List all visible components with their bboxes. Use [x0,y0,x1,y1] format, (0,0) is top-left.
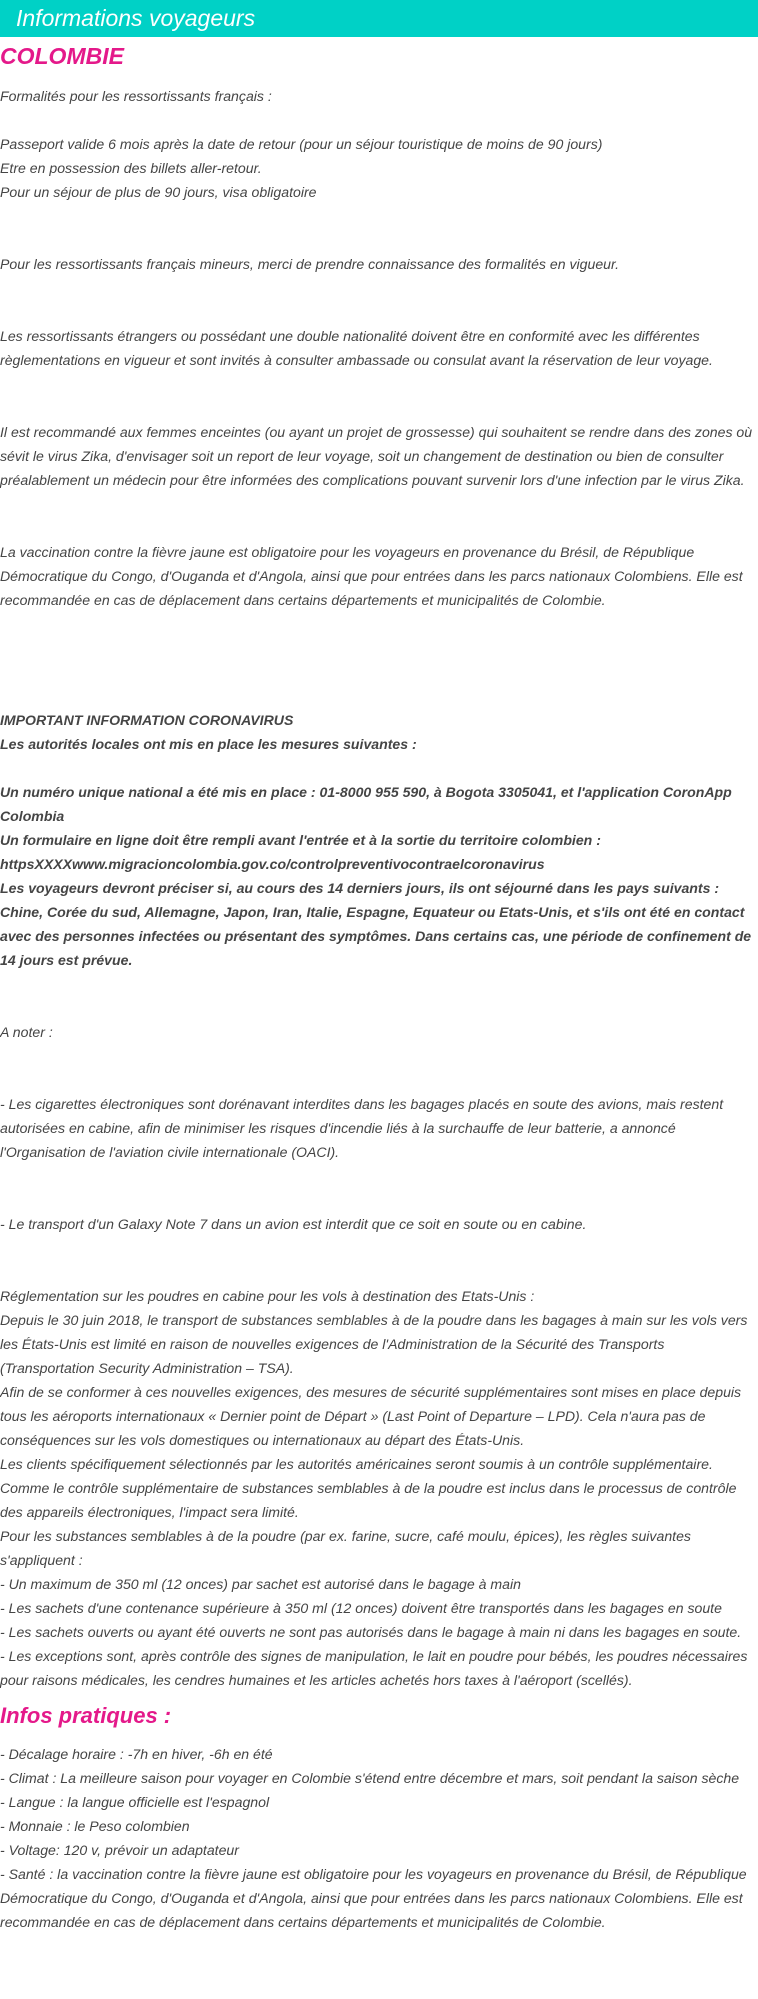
formalites-etrangers: Les ressortissants étrangers ou possédant une double nationalité doivent être en conformité avec les différentes règlementations en vigueur et sont invités à consulter ambassade ou consulat avant la réservation de leur voyage. [0,328,713,368]
note-poudres: Réglementation sur les poudres en cabine pour les vols à destination des Etats-Unis : Depuis le 30 juin 2018, le transport de substances semblables à de la poudre dans les bagages à main sur les vols vers les États-Unis est limité en raison de nouvelles exigences de l'Administration de la Sécurité des Transports (Transportation Security Administration – TSA). Afin de se conformer à ces nouvelles exigences, des mesures de sécurité supplémentaires sont mises en place depuis tous les aéroports internationaux « Dernier point de Départ » (Last Point of Departure – LPD). Cela n'aura pas de conséquences sur les vols domestiques ou internationaux au départ des États-Unis. Les clients spécifiquement sélectionnés par les autorités américaines seront soumis à un contrôle supplémentaire. Comme le contrôle supplémentaire de substances semblables à de la poudre est inclus dans le processus de contrôle des appareils électroniques, l'impact sera limité. Pour les substances semblables à de la poudre (par ex. farine, sucre, café moulu, épices), les règles suivantes s'appliquent : - Un maximum de 350 ml (12 onces) par sachet est autorisé dans le bagage à main - Les sachets d'une contenance supérieure à 350 ml (12 onces) doivent être transportés dans les bagages en soute - Les sachets ouverts ou ayant été ouverts ne sont pas autorisés dans le bagage à main ni dans les bagages en soute. - Les exceptions sont, après contrôle des signes de manipulation, le lait en poudre pour bébés, les poudres nécessaires pour raisons médicales, les cendres humaines et les articles achetés hors taxes à l'aéroport (scellés). [0,1288,748,1688]
spacer [0,372,758,420]
note-galaxy: - Le transport d'un Galaxy Note 7 dans un avion est interdit que ce soit en soute ou en cabine. [0,1216,587,1232]
spacer [0,492,758,540]
zika-paragraph: Il est recommandé aux femmes enceintes (ou ayant un projet de grossesse) qui souhaitent se rendre dans des zones où sévit le virus Zika, d'envisager soit un report de leur voyage, soit un changement de destination ou bien de consulter préalablement un médecin pour être informées des complications pouvant survenir lors d'une infection par le virus Zika. [0,424,753,488]
infos-pratiques-list: - Décalage horaire : -7h en hiver, -6h en été - Climat : La meilleure saison pour voyager en Colombie s'étend entre décembre et mars, soit pendant la saison sèche - Langue : la langue officielle est l'espagnol - Monnaie : le Peso colombien - Voltage: 120 v, prévoir un adaptateur - Santé : la vaccination contre la fièvre jaune est obligatoire pour les voyageurs en provenance du Brésil, de République Démocratique du Congo, d'Ouganda et d'Angola, ainsi que pour entrées dans les parcs nationaux Colombiens. Elle est recommandée en cas de déplacement dans certains départements et municipalités de Colombie. [0,1746,747,1930]
coronavirus-measures: Un numéro unique national a été mis en place : 01-8000 955 590, à Bogota 3305041, et l'application CoronApp Colombia Un formulaire en ligne doit être rempli avant l'entrée et à la sortie du territoire colombien : httpsXXXXwww.migracioncolombia.gov.co/controlpreventivocontraelcoronavirus Les voyageurs devront préciser si, au cours des 14 derniers jours, ils ont séjourné dans les pays suivants : Chine, Corée du sud, Allemagne, Japon, Iran, Italie, Espagne, Equateur ou Etats-Unis, et s'ils ont été en contact avec des personnes infectées ou présentant des symptômes. Dans certains cas, une période de confinement de 14 jours est prévue. [0,784,752,968]
spacer [0,756,758,780]
spacer [0,1164,758,1212]
note-cigarettes: - Les cigarettes électroniques sont dorénavant interdites dans les bagages placés en soute des avions, mais restent autorisées en cabine, afin de minimiser les risques d'incendie liés à la surchauffe de leur batterie, a annoncé l'Organisation de l'aviation civile internationale (OACI). [0,1096,724,1160]
spacer [0,108,758,132]
spacer [0,276,758,324]
header-banner [0,0,758,37]
coronavirus-subtitle: Les autorités locales ont mis en place les mesures suivantes : [0,736,417,752]
infos-pratiques-title: Infos pratiques : [0,1703,172,1728]
vaccination-paragraph: La vaccination contre la fièvre jaune est obligatoire pour les voyageurs en provenance du Brésil, de République Démocratique du Congo, d'Ouganda et d'Angola, ainsi que pour entrées dans les parcs nationaux Colombiens. Elle est recommandée en cas de déplacement dans certains départements et municipalités de Colombie. [0,544,743,608]
notes-intro: A noter : [0,1024,53,1040]
formalites-lines: Passeport valide 6 mois après la date de retour (pour un séjour touristique de moins de 90 jours) Etre en possession des billets aller-retour. Pour un séjour de plus de 90 jours, visa obligatoire [0,136,603,200]
spacer [0,1044,758,1092]
formalites-intro: Formalités pour les ressortissants français : [0,88,272,104]
country-title: COLOMBIE [0,43,124,69]
spacer [0,660,758,708]
formalites-mineurs: Pour les ressortissants français mineurs, merci de prendre connaissance des formalités en vigueur. [0,256,620,272]
coronavirus-title: IMPORTANT INFORMATION CORONAVIRUS [0,712,294,728]
spacer [0,1236,758,1284]
page-title: Informations voyageurs [16,5,256,31]
spacer [0,972,758,1020]
spacer [0,204,758,252]
main-content [0,42,758,1934]
spacer [0,612,758,660]
